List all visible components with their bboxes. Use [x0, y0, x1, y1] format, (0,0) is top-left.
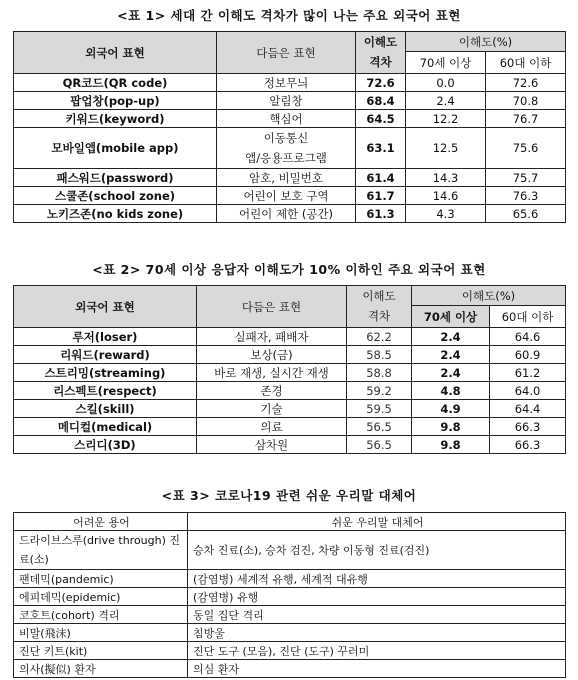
table-row	[14, 606, 566, 624]
over70-cell: 4.3	[406, 205, 486, 223]
over70-cell: 9.8	[412, 436, 490, 454]
over70-cell: 2.4	[412, 346, 490, 364]
table1	[13, 31, 566, 223]
expression-cell: 스리디(3D)	[14, 436, 197, 454]
over70-cell: 4.8	[412, 382, 490, 400]
header-under60: 60대 이하	[486, 52, 566, 74]
hard-term-cell: 코호트(cohort) 격리	[14, 606, 188, 624]
under60-cell: 76.7	[486, 110, 566, 128]
under60-cell: 70.8	[486, 92, 566, 110]
under60-cell: 66.3	[490, 436, 566, 454]
alternative-cell: 의료	[197, 418, 347, 436]
gap-cell: 58.5	[347, 346, 412, 364]
header-gap-top: 이해도	[347, 286, 412, 306]
expression-cell: 키워드(keyword)	[14, 110, 217, 128]
gap-cell: 68.4	[356, 92, 406, 110]
header-expression: 외국어 표현	[14, 286, 197, 328]
table-row	[14, 364, 566, 382]
alternative-cell: 삼차원	[197, 436, 347, 454]
under60-cell: 61.2	[490, 364, 566, 382]
hard-term-cell: 에피데믹(epidemic)	[14, 588, 188, 606]
table-row	[14, 418, 566, 436]
alternative-cell: 암호, 비밀번호	[217, 169, 356, 187]
gap-cell: 63.1	[356, 128, 406, 169]
over70-cell: 2.4	[412, 328, 490, 346]
header-over70: 70세 이상	[412, 306, 490, 328]
table-row	[14, 660, 566, 678]
expression-cell: 스트리밍(streaming)	[14, 364, 197, 382]
under60-cell: 75.7	[486, 169, 566, 187]
header-easy-term: 쉬운 우리말 대체어	[188, 513, 566, 531]
table-row	[14, 187, 566, 205]
gap-cell: 59.5	[347, 400, 412, 418]
table-row	[14, 624, 566, 642]
easy-term-cell: 승차 진료(소), 승차 검진, 차량 이동형 진료(검진)	[188, 531, 566, 570]
expression-cell: 노키즈존(no kids zone)	[14, 205, 217, 223]
over70-cell: 12.2	[406, 110, 486, 128]
alternative-cell: 기술	[197, 400, 347, 418]
header-alternative: 다듬은 표현	[217, 32, 356, 74]
table-row	[14, 169, 566, 187]
over70-cell: 9.8	[412, 418, 490, 436]
table1-title: <표 1> 세대 간 이해도 격차가 많이 나는 주요 외국어 표현	[117, 8, 461, 23]
table-row	[14, 570, 566, 588]
easy-term-cell: (감염병) 유행	[188, 588, 566, 606]
header-expression: 외국어 표현	[14, 32, 217, 74]
alternative-cell: 존경	[197, 382, 347, 400]
expression-cell: 팝업창(pop-up)	[14, 92, 217, 110]
table-row	[14, 531, 566, 570]
expression-cell: 루저(loser)	[14, 328, 197, 346]
under60-cell: 64.4	[490, 400, 566, 418]
under60-cell: 76.3	[486, 187, 566, 205]
header-gap-bottom: 격차	[356, 52, 406, 74]
expression-cell: 스쿨존(school zone)	[14, 187, 217, 205]
table-row	[14, 205, 566, 223]
alternative-cell: 어린이 보호 구역	[217, 187, 356, 205]
table-row	[14, 642, 566, 660]
hard-term-cell: 비말(飛沫)	[14, 624, 188, 642]
over70-cell: 14.3	[406, 169, 486, 187]
gap-cell: 56.5	[347, 418, 412, 436]
expression-cell: 패스워드(password)	[14, 169, 217, 187]
alternative-cell: 실패자, 패배자	[197, 328, 347, 346]
over70-cell: 12.5	[406, 128, 486, 169]
table3	[13, 512, 566, 678]
alternative-cell: 정보무늬	[217, 74, 356, 92]
hard-term-cell: 진단 키트(kit)	[14, 642, 188, 660]
table-row	[14, 400, 566, 418]
alternative-line: 이동통신	[263, 131, 309, 145]
over70-cell: 14.6	[406, 187, 486, 205]
over70-cell: 2.4	[412, 364, 490, 382]
under60-cell: 64.6	[490, 328, 566, 346]
gap-cell: 61.7	[356, 187, 406, 205]
expression-cell: 리워드(reward)	[14, 346, 197, 364]
expression-cell: 메디컬(medical)	[14, 418, 197, 436]
under60-cell: 64.0	[490, 382, 566, 400]
under60-cell: 75.6	[486, 128, 566, 169]
alternative-cell: 어린이 제한 (공간)	[217, 205, 356, 223]
alternative-cell: 알림창	[217, 92, 356, 110]
gap-cell: 64.5	[356, 110, 406, 128]
gap-cell: 61.3	[356, 205, 406, 223]
easy-term-cell: 진단 도구 (모음), 진단 (도구) 꾸러미	[188, 642, 566, 660]
easy-term-cell: 동일 집단 격리	[188, 606, 566, 624]
table-row	[14, 382, 566, 400]
expression-cell: QR코드(QR code)	[14, 74, 217, 92]
table-row	[14, 328, 566, 346]
gap-cell: 62.2	[347, 328, 412, 346]
table2	[13, 285, 566, 454]
alternative-cell: 바로 재생, 실시간 재생	[197, 364, 347, 382]
header-alternative: 다듬은 표현	[197, 286, 347, 328]
under60-cell: 65.6	[486, 205, 566, 223]
header-over70: 70세 이상	[406, 52, 486, 74]
expression-cell: 리스펙트(respect)	[14, 382, 197, 400]
under60-cell: 72.6	[486, 74, 566, 92]
table-row	[14, 110, 566, 128]
header-gap-top: 이해도	[356, 32, 406, 52]
easy-term-cell: (감염병) 세계적 유행, 세계적 대유행	[188, 570, 566, 588]
hard-term-cell: 팬데믹(pandemic)	[14, 570, 188, 588]
easy-term-cell: 의심 환자	[188, 660, 566, 678]
header-hard-term: 어려운 용어	[14, 513, 188, 531]
table-row	[14, 436, 566, 454]
easy-term-cell: 침방울	[188, 624, 566, 642]
header-gap-bottom: 격차	[347, 306, 412, 328]
header-under60: 60대 이하	[490, 306, 566, 328]
alternative-cell	[217, 128, 356, 169]
over70-cell: 2.4	[406, 92, 486, 110]
table-row	[14, 92, 566, 110]
expression-cell: 모바일앱(mobile app)	[14, 128, 217, 169]
over70-cell: 4.9	[412, 400, 490, 418]
alternative-cell: 보상(금)	[197, 346, 347, 364]
table-row	[14, 588, 566, 606]
gap-cell: 59.2	[347, 382, 412, 400]
under60-cell: 60.9	[490, 346, 566, 364]
over70-cell: 0.0	[406, 74, 486, 92]
alternative-line: 앱/응용프로그램	[245, 151, 327, 165]
alternative-cell: 핵심어	[217, 110, 356, 128]
table2-title: <표 2> 70세 이상 응답자 이해도가 10% 이하인 주요 외국어 표현	[92, 262, 486, 277]
table-row	[14, 74, 566, 92]
hard-term-cell: 의사(擬似) 환자	[14, 660, 188, 678]
table-row	[14, 128, 566, 169]
table-row	[14, 346, 566, 364]
header-understanding: 이해도(%)	[406, 32, 566, 52]
table3-title: <표 3> 코로나19 관련 쉬운 우리말 대체어	[161, 488, 417, 503]
gap-cell: 56.5	[347, 436, 412, 454]
header-understanding: 이해도(%)	[412, 286, 566, 306]
gap-cell: 72.6	[356, 74, 406, 92]
expression-cell: 스킬(skill)	[14, 400, 197, 418]
gap-cell: 58.8	[347, 364, 412, 382]
under60-cell: 66.3	[490, 418, 566, 436]
gap-cell: 61.4	[356, 169, 406, 187]
hard-term-cell: 드라이브스루(drive through) 진료(소)	[14, 531, 188, 570]
